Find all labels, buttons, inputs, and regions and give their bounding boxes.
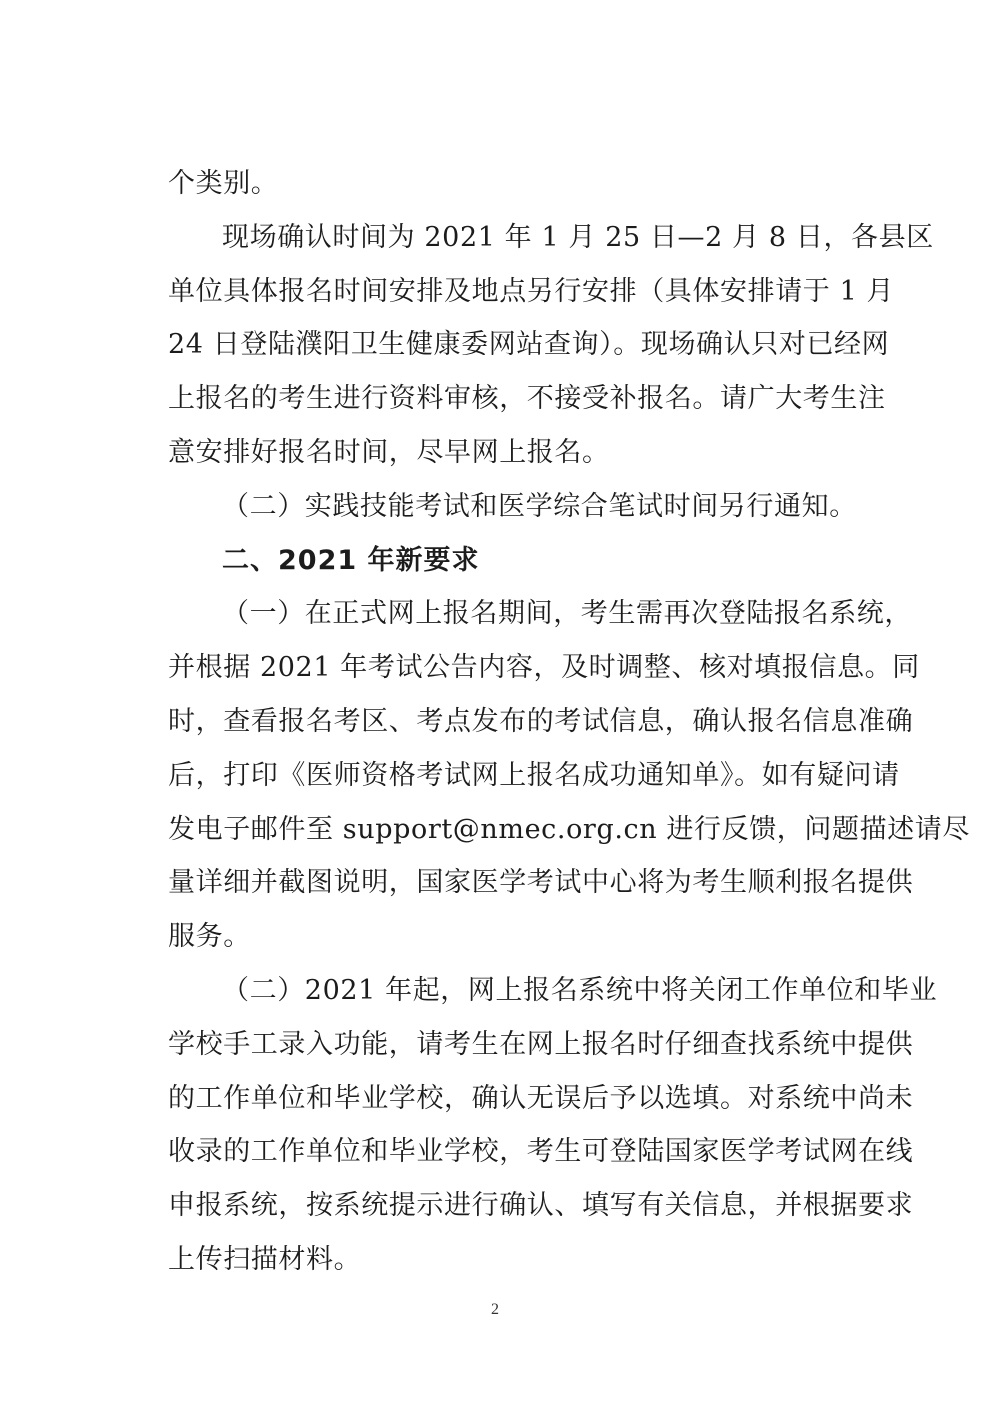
text-line: （一）在正式网上报名期间，考生需再次登陆报名系统，: [222, 598, 912, 629]
text-line: 并根据 2021 年考试公告内容，及时调整、核对填报信息。同: [168, 652, 920, 683]
text-line: 上报名的考生进行资料审核，不接受补报名。请广大考生注: [168, 383, 886, 414]
text-line: 上传扫描材料。: [168, 1244, 362, 1275]
text-line: 发电子邮件至 support@nmec.org.cn 进行反馈，问题描述请尽: [168, 814, 971, 845]
text-line: 现场确认时间为 2021 年 1 月 25 日—2 月 8 日，各县区: [222, 222, 934, 253]
text-line: 单位具体报名时间安排及地点另行安排（具体安排请于 1 月: [168, 276, 895, 307]
text-line: （二）2021 年起，网上报名系统中将关闭工作单位和毕业: [222, 975, 938, 1006]
text-line: 意安排好报名时间，尽早网上报名。: [168, 437, 610, 468]
text-line: 量详细并截图说明，国家医学考试中心将为考生顺利报名提供: [168, 867, 914, 898]
text-line: 后，打印《医师资格考试网上报名成功通知单》。如有疑问请: [168, 760, 900, 791]
text-line: 个类别。: [168, 168, 279, 199]
text-line: （二）实践技能考试和医学综合笔试时间另行通知。: [222, 491, 857, 522]
text-line: 学校手工录入功能，请考生在网上报名时仔细查找系统中提供: [168, 1029, 914, 1060]
text-line: 申报系统，按系统提示进行确认、填写有关信息，并根据要求: [168, 1190, 914, 1221]
text-line: 时，查看报名考区、考点发布的考试信息，确认报名信息准确: [168, 706, 914, 737]
text-line: 的工作单位和毕业学校，确认无误后予以选填。对系统中尚未: [168, 1083, 914, 1114]
text-line: 收录的工作单位和毕业学校，考生可登陆国家医学考试网在线: [168, 1136, 914, 1167]
text-line: 24 日登陆濮阳卫生健康委网站查询）。现场确认只对已经网: [168, 329, 890, 360]
text-line: 服务。: [168, 921, 251, 952]
section-heading: 二、2021 年新要求: [222, 545, 480, 576]
page-number: 2: [491, 1301, 499, 1318]
